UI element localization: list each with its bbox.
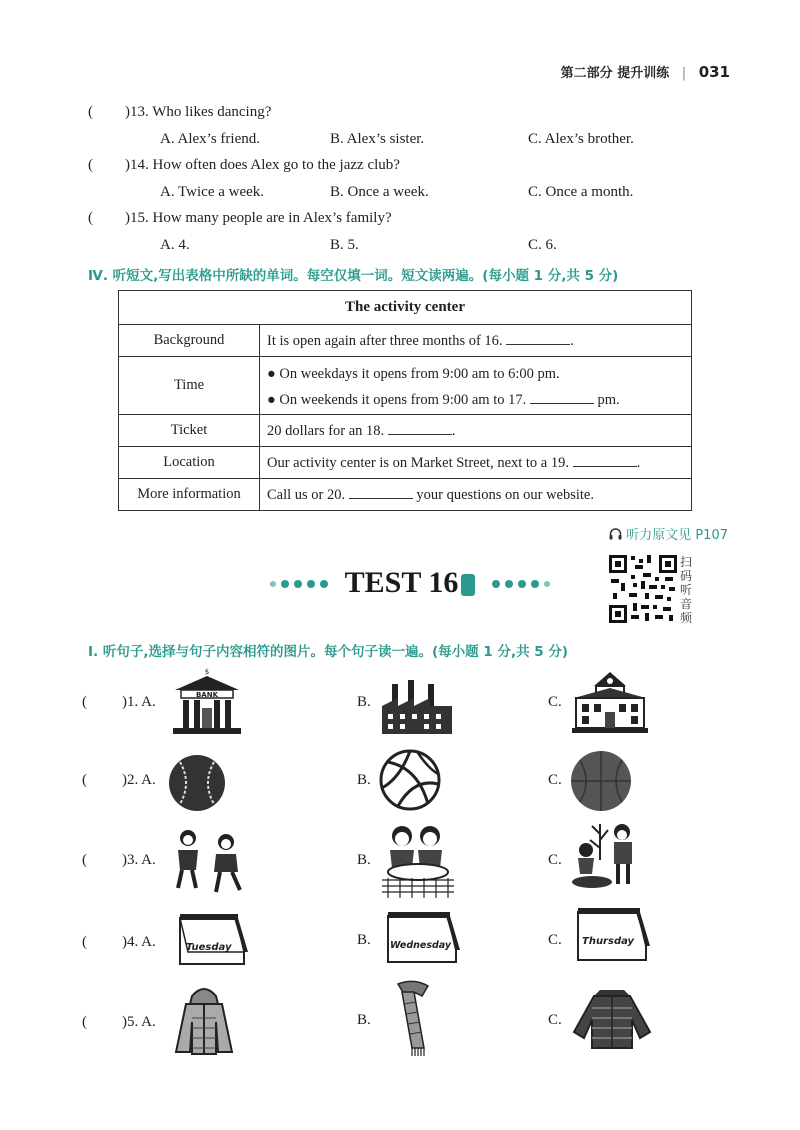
- header-separator: |: [681, 66, 687, 81]
- row-4-label: [122, 934, 156, 951]
- qr-caption-char: 听: [680, 583, 693, 597]
- question-15-text: 15. How many people are in Alex’s family?: [130, 210, 392, 226]
- calendar-tuesday-icon[interactable]: [172, 912, 252, 968]
- kids-picnic-picture-icon[interactable]: [378, 822, 458, 900]
- row-value: [260, 325, 692, 357]
- table-row: [119, 357, 692, 415]
- question-text: [125, 157, 400, 174]
- row-label: Background: [119, 325, 260, 357]
- question-text: [125, 104, 271, 121]
- row-5-label: [122, 1014, 156, 1031]
- header-section: 提升训练: [617, 66, 670, 81]
- qr-caption-char: 音: [680, 597, 693, 611]
- answer-paren-close: ): [125, 104, 130, 120]
- value-text: ● On weekends it opens from 9:00 am to 17.: [267, 392, 527, 408]
- row-2-label: [122, 772, 156, 789]
- day-label: Thursday: [582, 936, 635, 947]
- option-b-label: B.: [357, 852, 371, 868]
- hooded-jacket-picture-icon[interactable]: [168, 982, 240, 1058]
- qr-caption-char: 频: [680, 611, 693, 625]
- table-header-row: [119, 291, 692, 325]
- blank-20[interactable]: [349, 486, 413, 499]
- page-number: 031: [698, 63, 730, 81]
- headphones-icon: [609, 528, 622, 540]
- option-b-label: B.: [357, 772, 371, 788]
- header-part: 第二部分: [560, 66, 613, 81]
- answer-paren-open[interactable]: (: [88, 104, 93, 120]
- table-row: [119, 479, 692, 511]
- option-b-label: B.: [357, 932, 371, 948]
- option-c: C. 6.: [528, 237, 557, 253]
- basketball-picture-icon[interactable]: [568, 748, 634, 814]
- value-text: Our activity center is on Market Street, next to a 19.: [267, 454, 569, 471]
- option-c-label: C.: [548, 852, 562, 868]
- option-c: C. Once a month.: [528, 184, 634, 200]
- section-4-title: Ⅳ. 听短文,写出表格中所缺的单词。每空仅填一词。短文读两遍。(每小题 1 分,共 5 分): [88, 268, 619, 284]
- answer-paren-close: ): [122, 1014, 127, 1030]
- original-badge-icon: [461, 574, 475, 596]
- listening-reference-text: 听力原文见 P107: [626, 528, 728, 543]
- activity-table: [118, 290, 692, 511]
- option-c-label: C.: [548, 932, 562, 948]
- row-label: Location: [119, 447, 260, 479]
- baseball-picture-icon[interactable]: [166, 752, 228, 814]
- scarf-picture-icon[interactable]: [384, 978, 444, 1058]
- bank-sign: BANK: [195, 691, 219, 699]
- volleyball-picture-icon[interactable]: [378, 748, 442, 812]
- qr-code-icon[interactable]: [607, 553, 679, 625]
- row-value: [260, 447, 692, 479]
- school-picture-icon[interactable]: [570, 668, 650, 736]
- row-5-num: 5. A.: [127, 1014, 156, 1030]
- page-header: [561, 62, 730, 81]
- kids-walking-picture-icon[interactable]: [168, 826, 248, 898]
- value-text: 20 dollars for an 18.: [267, 422, 385, 439]
- value-tail: your questions on our website.: [416, 486, 594, 503]
- blank-16[interactable]: [506, 332, 570, 345]
- table-row: [119, 447, 692, 479]
- value-text: Call us or 20.: [267, 486, 346, 503]
- row-label: Time: [119, 357, 260, 415]
- option-c-label: C.: [548, 694, 562, 710]
- option-b-label: B.: [357, 694, 371, 710]
- option-a: A. 4.: [160, 237, 190, 253]
- table-row: [119, 415, 692, 447]
- answer-paren-open[interactable]: (: [82, 694, 87, 710]
- qr-caption-char: 码: [680, 569, 693, 583]
- row-3-label: [122, 852, 156, 869]
- answer-paren-close: ): [122, 852, 127, 868]
- row-3-num: 3. A.: [127, 852, 156, 868]
- table-heading: The activity center: [119, 291, 692, 325]
- option-a: A. Twice a week.: [160, 184, 265, 200]
- value-tail: .: [451, 422, 456, 439]
- option-b-label: B.: [357, 1012, 371, 1028]
- option-b: B. 5.: [330, 237, 359, 253]
- answer-paren-close: ): [125, 210, 130, 226]
- answer-paren-open[interactable]: (: [82, 852, 87, 868]
- answer-paren-open[interactable]: (: [82, 934, 87, 950]
- time-weekends: [267, 391, 690, 409]
- answer-paren-open[interactable]: (: [82, 772, 87, 788]
- option-b: B. Once a week.: [330, 184, 429, 200]
- value-text: It is open again after three months of 16.: [267, 332, 503, 349]
- test-title-text: TEST 16: [344, 566, 459, 599]
- calendar-wednesday-icon[interactable]: [384, 910, 466, 966]
- answer-paren-open[interactable]: (: [82, 1014, 87, 1030]
- option-c: C. Alex’s brother.: [528, 131, 634, 147]
- row-1-num: 1. A.: [127, 694, 156, 710]
- row-4-num: 4. A.: [127, 934, 156, 950]
- day-label: Tuesday: [186, 942, 232, 953]
- value-tail: .: [570, 332, 574, 349]
- sweater-picture-icon[interactable]: [570, 986, 654, 1052]
- factory-picture-icon[interactable]: [378, 678, 456, 738]
- answer-paren-open[interactable]: (: [88, 157, 93, 173]
- option-c-label: C.: [548, 1012, 562, 1028]
- banner-dots-right: [492, 580, 550, 588]
- question-14-text: 14. How often does Alex go to the jazz club?: [130, 157, 400, 173]
- row-2-num: 2. A.: [127, 772, 156, 788]
- listening-reference: [609, 524, 728, 543]
- value-tail: pm.: [597, 392, 620, 408]
- qr-caption-char: 扫: [680, 555, 693, 569]
- blank-19[interactable]: [573, 454, 637, 467]
- bank-picture-icon[interactable]: [167, 668, 247, 738]
- kids-planting-picture-icon[interactable]: [570, 820, 642, 894]
- table-row: [119, 325, 692, 357]
- row-label: More information: [119, 479, 260, 511]
- row-value: [260, 357, 692, 415]
- calendar-thursday-icon[interactable]: [574, 906, 654, 964]
- answer-paren-close: ): [122, 934, 127, 950]
- row-value: [260, 479, 692, 511]
- option-c-label: C.: [548, 772, 562, 788]
- answer-paren-close: ): [122, 694, 127, 710]
- answer-paren-open[interactable]: (: [88, 210, 93, 226]
- time-weekdays: ● On weekdays it opens from 9:00 am to 6:00 pm.: [267, 366, 560, 382]
- value-tail: .: [636, 454, 641, 471]
- day-label: Wednesday: [390, 940, 452, 951]
- row-label: Ticket: [119, 415, 260, 447]
- qr-caption: [680, 555, 694, 625]
- blank-18[interactable]: [388, 422, 452, 435]
- blank-17[interactable]: [530, 391, 594, 404]
- answer-paren-close: ): [122, 772, 127, 788]
- option-a: A. Alex’s friend.: [160, 131, 260, 147]
- answer-paren-close: ): [125, 157, 130, 173]
- row-1-label: [122, 694, 156, 711]
- question-13-text: 13. Who likes dancing?: [130, 104, 272, 120]
- svg-text:$: $: [204, 668, 210, 676]
- section-1-title: Ⅰ. 听句子,选择与句子内容相符的图片。每个句子读一遍。(每小题 1 分,共 5 分): [88, 644, 569, 660]
- option-b: B. Alex’s sister.: [330, 131, 425, 147]
- row-value: [260, 415, 692, 447]
- question-text: [125, 210, 392, 227]
